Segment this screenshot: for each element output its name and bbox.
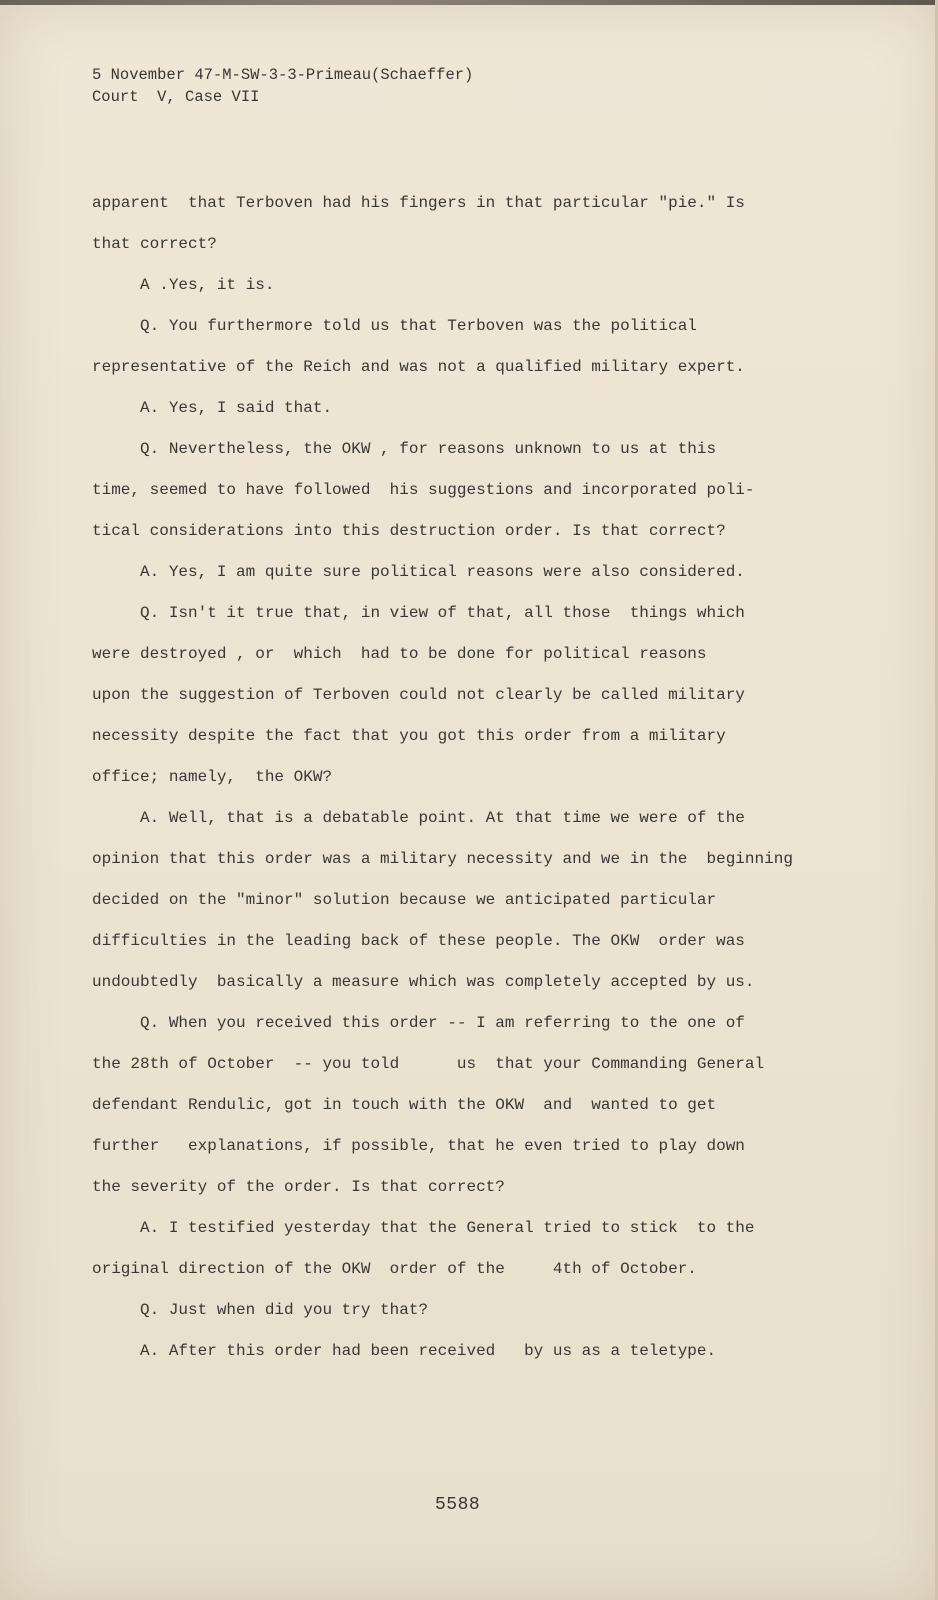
- transcript-line: original direction of the OKW order of the 4th of October.: [92, 1260, 697, 1278]
- question-line: Q. Just when did you try that?: [92, 1301, 429, 1319]
- answer-line: A. Yes, I am quite sure political reasons were also considered.: [92, 563, 745, 581]
- page-number: 5588: [435, 1495, 481, 1515]
- question-line: Q. When you received this order -- I am referring to the one of: [92, 1014, 745, 1032]
- answer-line: A. Well, that is a debatable point. At that time we were of the: [92, 809, 745, 827]
- transcript-line: apparent that Terboven had his fingers in that particular "pie." Is: [92, 194, 745, 212]
- scan-top-edge: [0, 0, 938, 5]
- header-line-date-reference: 5 November 47-M-SW-3-3-Primeau(Schaeffer): [92, 66, 474, 84]
- transcript-line: time, seemed to have followed his suggestions and incorporated poli-: [92, 481, 755, 499]
- transcript-line: office; namely, the OKW?: [92, 768, 333, 786]
- transcript-line: upon the suggestion of Terboven could not clearly be called military: [92, 686, 745, 704]
- transcript-line: that correct?: [92, 235, 217, 253]
- transcript-line: decided on the "minor" solution because we anticipated particular: [92, 891, 717, 909]
- header-line-court-case: Court V, Case VII: [92, 88, 260, 106]
- transcript-line: further explanations, if possible, that he even tried to play down: [92, 1137, 745, 1155]
- transcript-line: the 28th of October -- you told us that your Commanding General: [92, 1055, 765, 1073]
- answer-line: A. Yes, I said that.: [92, 399, 333, 417]
- transcript-line: undoubtedly basically a measure which was completely accepted by us.: [92, 973, 755, 991]
- transcript-line: difficulties in the leading back of these people. The OKW order was: [92, 932, 745, 950]
- answer-line: A .Yes, it is.: [92, 276, 275, 294]
- document-header: [92, 64, 473, 108]
- transcript-line: the severity of the order. Is that correct?: [92, 1178, 505, 1196]
- transcript-line: were destroyed , or which had to be done for political reasons: [92, 645, 707, 663]
- question-line: Q. Isn't it true that, in view of that, all those things which: [92, 604, 745, 622]
- question-line: Q. You furthermore told us that Terboven was the political: [92, 317, 697, 335]
- transcript-line: representative of the Reich and was not a qualified military expert.: [92, 358, 745, 376]
- transcript-line: opinion that this order was a military necessity and we in the beginning: [92, 850, 793, 868]
- transcript-line: necessity despite the fact that you got this order from a military: [92, 727, 726, 745]
- answer-line: A. After this order had been received by us as a teletype.: [92, 1342, 717, 1360]
- transcript-body: [92, 188, 892, 1377]
- transcript-line: tical considerations into this destruction order. Is that correct?: [92, 522, 726, 540]
- transcript-line: defendant Rendulic, got in touch with the OKW and wanted to get: [92, 1096, 717, 1114]
- question-line: Q. Nevertheless, the OKW , for reasons unknown to us at this: [92, 440, 717, 458]
- answer-line: A. I testified yesterday that the General tried to stick to the: [92, 1219, 755, 1237]
